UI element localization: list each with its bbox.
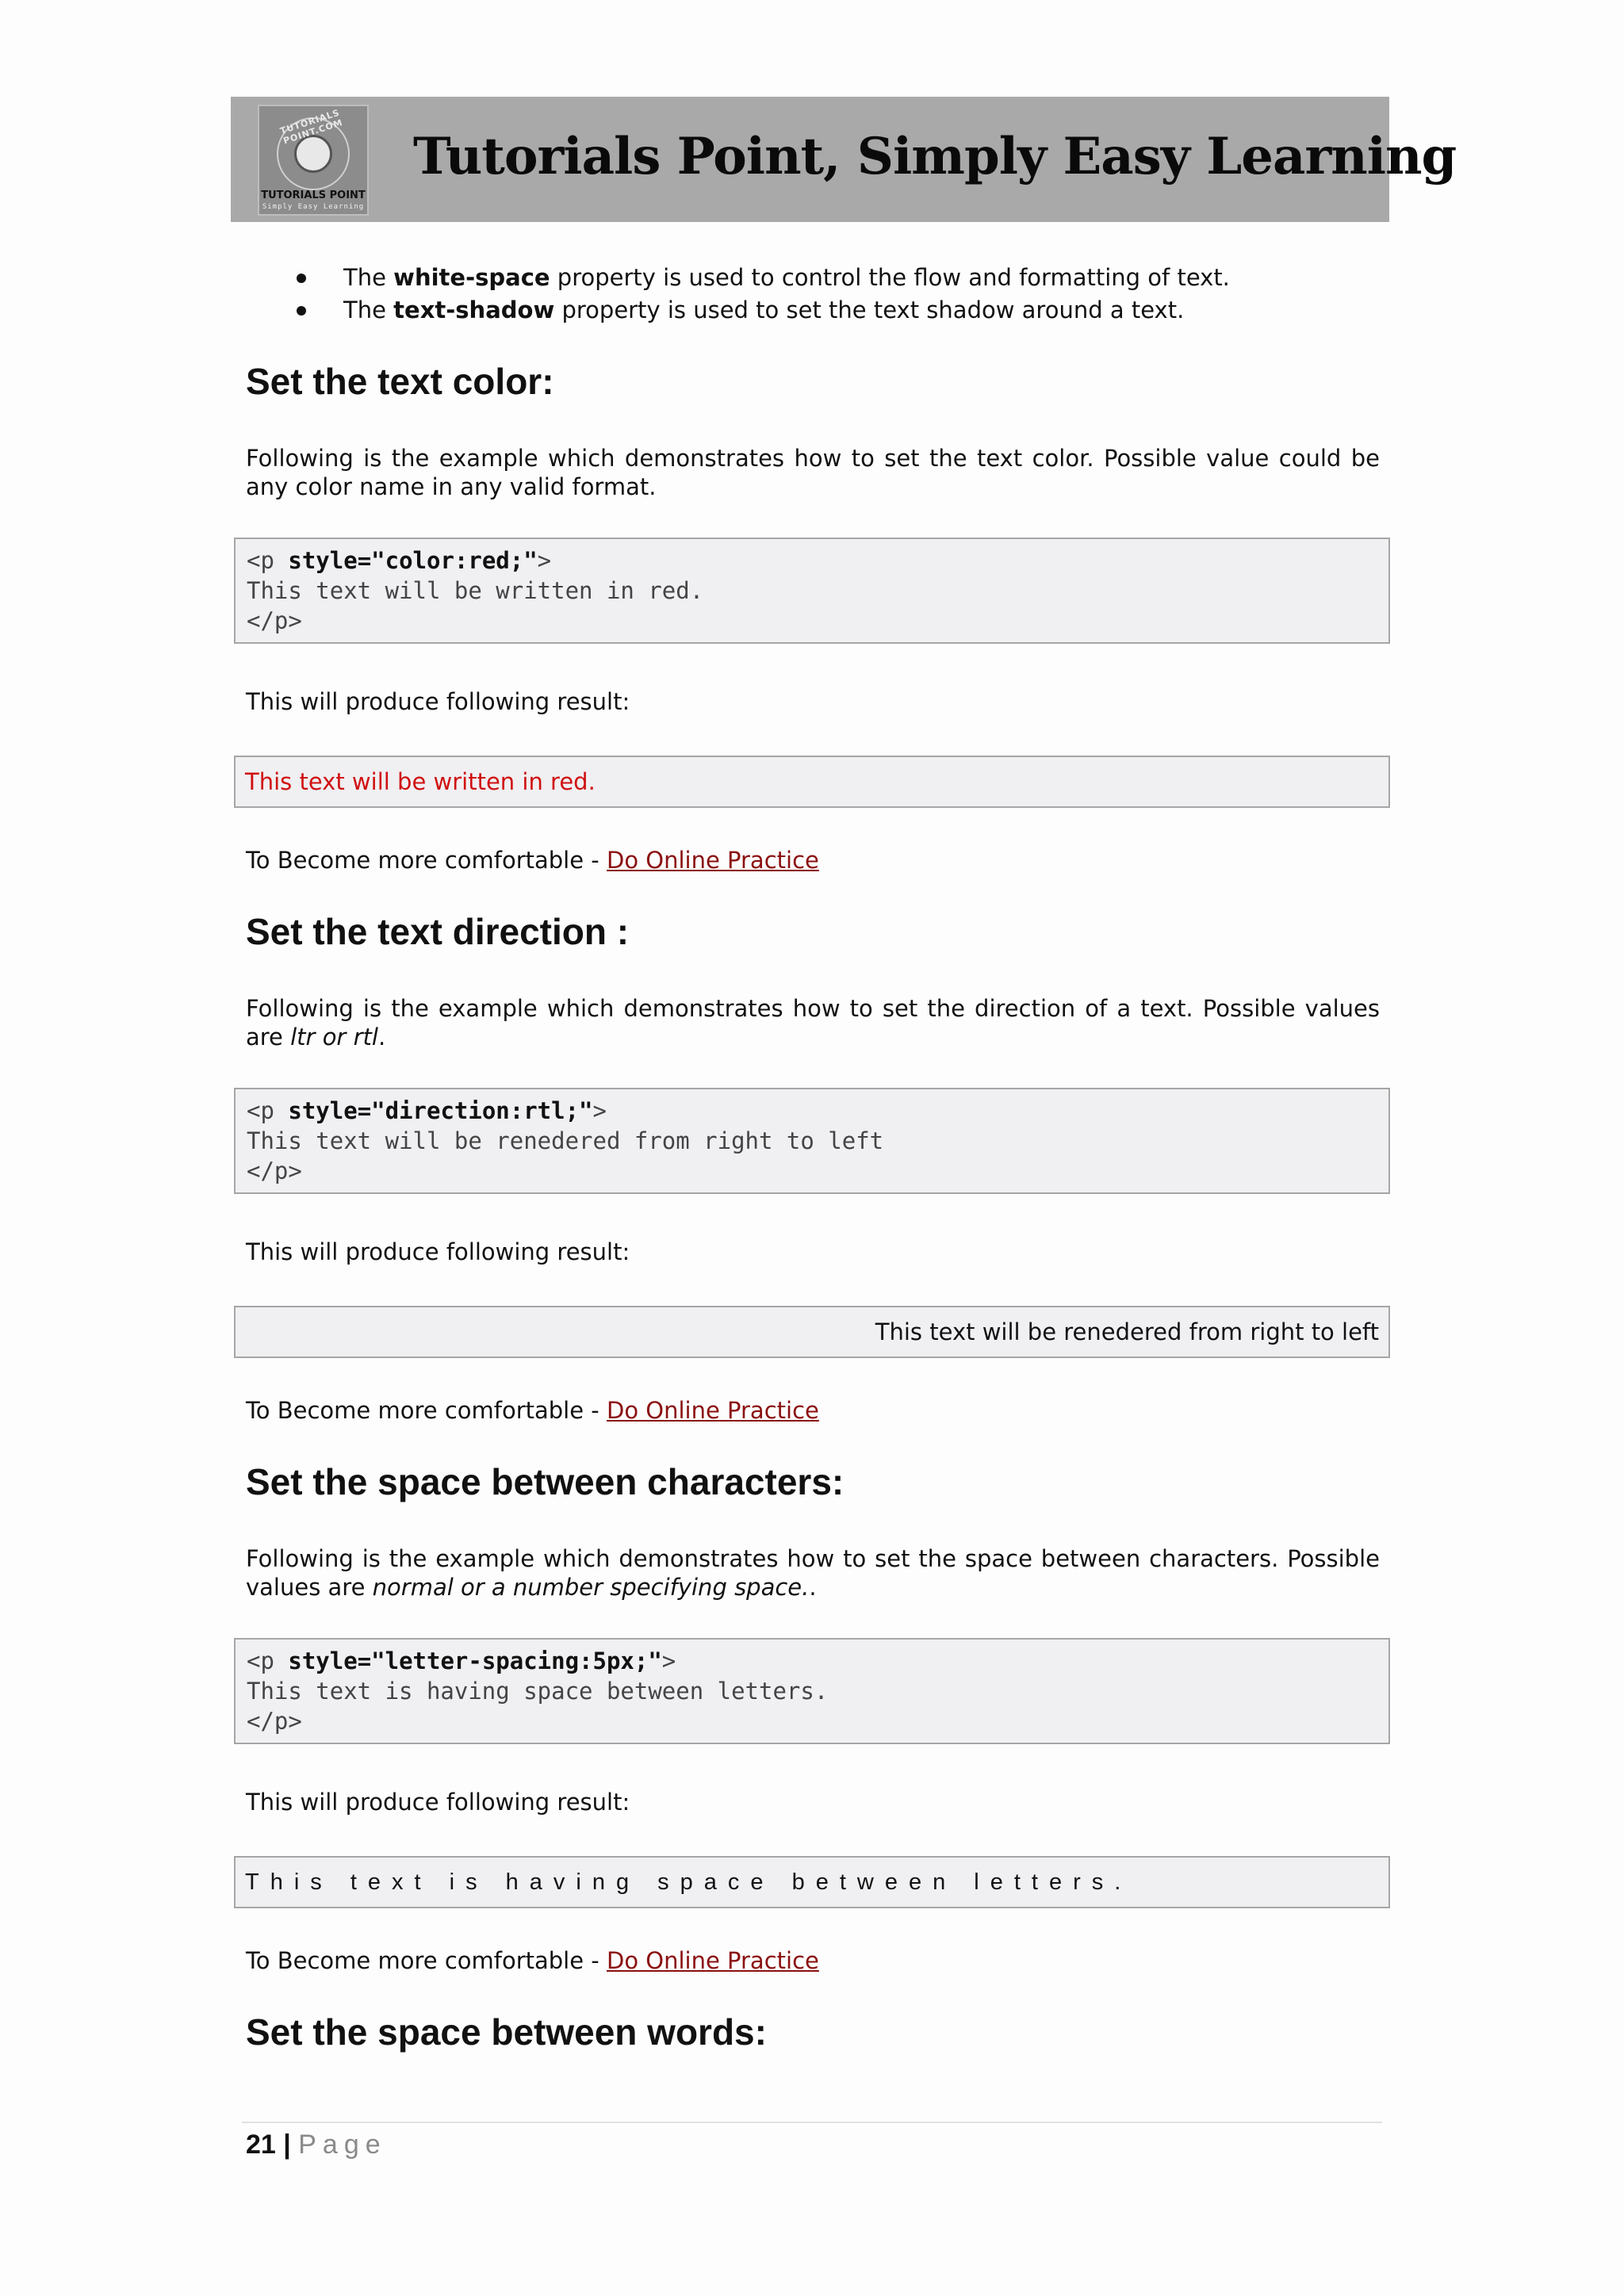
practice-prefix: To Become more comfortable - xyxy=(246,1397,607,1424)
list-item xyxy=(290,262,1230,294)
page-header xyxy=(231,97,1457,222)
bullet-text: The xyxy=(343,264,394,291)
intro-text: . xyxy=(809,1574,817,1601)
page-footer xyxy=(246,2130,387,2160)
footer-divider xyxy=(242,2122,1382,2123)
bullet-text: property is used to set the text shadow around a text. xyxy=(554,297,1185,323)
code-token: </p> xyxy=(247,1158,302,1184)
practice-line xyxy=(246,847,819,874)
code-body: This text is having space between letters. xyxy=(247,1678,829,1705)
intro-emphasis: ltr or rtl xyxy=(290,1024,378,1050)
code-body: This text will be renedered from right to left xyxy=(247,1127,884,1154)
practice-line xyxy=(246,1947,819,1974)
intro-text: . xyxy=(377,1024,386,1050)
bullet-text: property is used to control the flow and formatting of text. xyxy=(550,264,1230,291)
result-box: This text will be renedered from right to left xyxy=(234,1306,1390,1358)
practice-line xyxy=(246,1397,819,1424)
section-heading-text-color: Set the text color: xyxy=(246,361,554,402)
code-attr: style="color:red;" xyxy=(288,547,538,574)
result-intro: This will produce following result: xyxy=(246,1238,630,1265)
result-intro: This will produce following result: xyxy=(246,688,630,715)
result-intro: This will produce following result: xyxy=(246,1789,630,1816)
intro-text: Following is the example which demonstrates how to set the space between characters. Possible values are xyxy=(246,1545,1380,1601)
code-example xyxy=(234,1638,1390,1744)
code-attr: style="letter-spacing:5px;" xyxy=(288,1647,662,1674)
do-online-practice-link[interactable]: Do Online Practice xyxy=(606,847,819,874)
code-token: </p> xyxy=(247,1708,302,1735)
code-token: <p xyxy=(247,1097,289,1124)
logo-text: TUTORIALS POINT xyxy=(261,189,366,201)
code-token: </p> xyxy=(247,607,302,634)
result-box: This text is having space between letters. xyxy=(234,1856,1390,1908)
section-intro: Following is the example which demonstrates how to set the text color. Possible value could be any color name in any valid format. xyxy=(246,445,1380,500)
section-heading-text-direction: Set the text direction : xyxy=(246,911,630,952)
property-bullet-list xyxy=(290,262,1230,327)
section-intro xyxy=(246,1544,1380,1601)
practice-prefix: To Become more comfortable - xyxy=(246,847,607,874)
page-label: Page xyxy=(298,2130,387,2160)
page-separator: | xyxy=(275,2130,299,2160)
code-token: > xyxy=(592,1097,607,1124)
header-title: Tutorials Point, Simply Easy Learning xyxy=(413,127,1457,186)
code-token: > xyxy=(537,547,552,574)
intro-emphasis: normal or a number specifying space. xyxy=(372,1574,810,1601)
page-number: 21 xyxy=(246,2130,276,2160)
list-item xyxy=(290,294,1230,327)
code-attr: style="direction:rtl;" xyxy=(288,1097,593,1124)
tutorialspoint-logo xyxy=(258,105,369,216)
section-intro xyxy=(246,994,1380,1051)
logo-subtext: Simply Easy Learning xyxy=(262,203,365,211)
bullet-term: white-space xyxy=(393,264,550,291)
practice-prefix: To Become more comfortable - xyxy=(246,1947,607,1974)
result-box: This text will be written in red. xyxy=(234,756,1390,808)
code-token: <p xyxy=(247,1647,289,1674)
bullet-term: text-shadow xyxy=(393,297,555,323)
code-example xyxy=(234,1088,1390,1194)
code-body: This text will be written in red. xyxy=(247,577,704,604)
code-token: <p xyxy=(247,547,289,574)
intro-text: Following is the example which demonstrates how to set the direction of a text. Possible values are xyxy=(246,995,1380,1050)
code-token: > xyxy=(661,1647,676,1674)
section-heading-letter-spacing: Set the space between characters: xyxy=(246,1461,845,1502)
do-online-practice-link[interactable]: Do Online Practice xyxy=(606,1397,819,1424)
do-online-practice-link[interactable]: Do Online Practice xyxy=(606,1947,819,1974)
section-heading-word-spacing: Set the space between words: xyxy=(246,2011,767,2053)
code-example xyxy=(234,538,1390,644)
logo-arc-text: TUTORIALS POINT.COM xyxy=(278,107,344,147)
bullet-text: The xyxy=(343,297,394,323)
